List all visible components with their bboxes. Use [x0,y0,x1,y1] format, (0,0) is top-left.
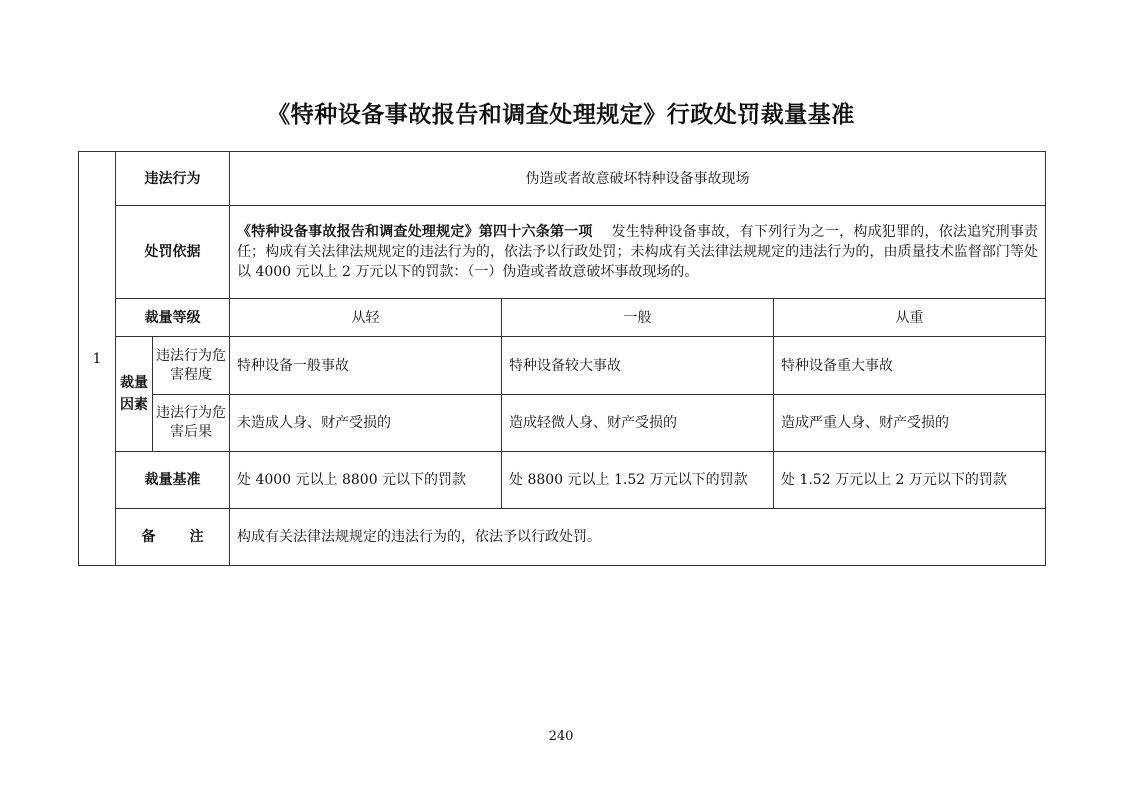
basis-regulation-ref: 《特种设备事故报告和调查处理规定》第四十六条第一项 [237,224,593,240]
remark-row [79,509,1046,566]
standard-general: 处 8800 元以上 1.52 万元以下的罚款 [502,452,774,509]
factor-degree-row [79,337,1046,395]
factor-degree-light: 特种设备一般事故 [230,337,502,395]
factor-consequence-light: 未造成人身、财产受损的 [230,395,502,452]
factors-label: 裁量因素 [116,337,153,452]
basis-row [79,206,1046,299]
penalty-discretion-table [78,151,1046,566]
level-light: 从轻 [230,299,502,337]
remark-label: 备注 [116,509,230,566]
remark-value: 构成有关法律法规规定的违法行为的，依法予以行政处罚。 [230,509,1046,566]
basis-content [230,206,1046,299]
standard-label: 裁量基准 [116,452,230,509]
levels-row [79,299,1046,337]
factor-consequence-row [79,395,1046,452]
violation-row [79,152,1046,206]
violation-value: 伪造或者故意破坏特种设备事故现场 [230,152,1046,206]
page-number: 240 [548,729,574,744]
levels-label: 裁量等级 [116,299,230,337]
standard-heavy: 处 1.52 万元以上 2 万元以下的罚款 [774,452,1046,509]
item-number: 1 [79,152,116,566]
document-title: 《特种设备事故报告和调查处理规定》行政处罚裁量基准 [267,101,855,128]
basis-label: 处罚依据 [116,206,230,299]
factor-degree-general: 特种设备较大事故 [502,337,774,395]
basis-text: 发生特种设备事故，有下列行为之一，构成犯罪的，依法追究刑事责任；构成有关法律法规规定的违法行为的，依法予以行政处罚；未构成有关法律法规规定的违法行为的，由质量技术监督部门等处以 4000 元以上 2 万元以下的罚款：（一）伪造或者故意破坏事故现场的。 [237,224,1039,280]
factor-consequence-heavy: 造成严重人身、财产受损的 [774,395,1046,452]
level-general: 一般 [502,299,774,337]
standard-row [79,452,1046,509]
factor-consequence-label: 违法行为危害后果 [153,395,230,452]
violation-label: 违法行为 [116,152,230,206]
factor-consequence-general: 造成轻微人身、财产受损的 [502,395,774,452]
factor-degree-label: 违法行为危害程度 [153,337,230,395]
standard-light: 处 4000 元以上 8800 元以下的罚款 [230,452,502,509]
factor-degree-heavy: 特种设备重大事故 [774,337,1046,395]
level-heavy: 从重 [774,299,1046,337]
